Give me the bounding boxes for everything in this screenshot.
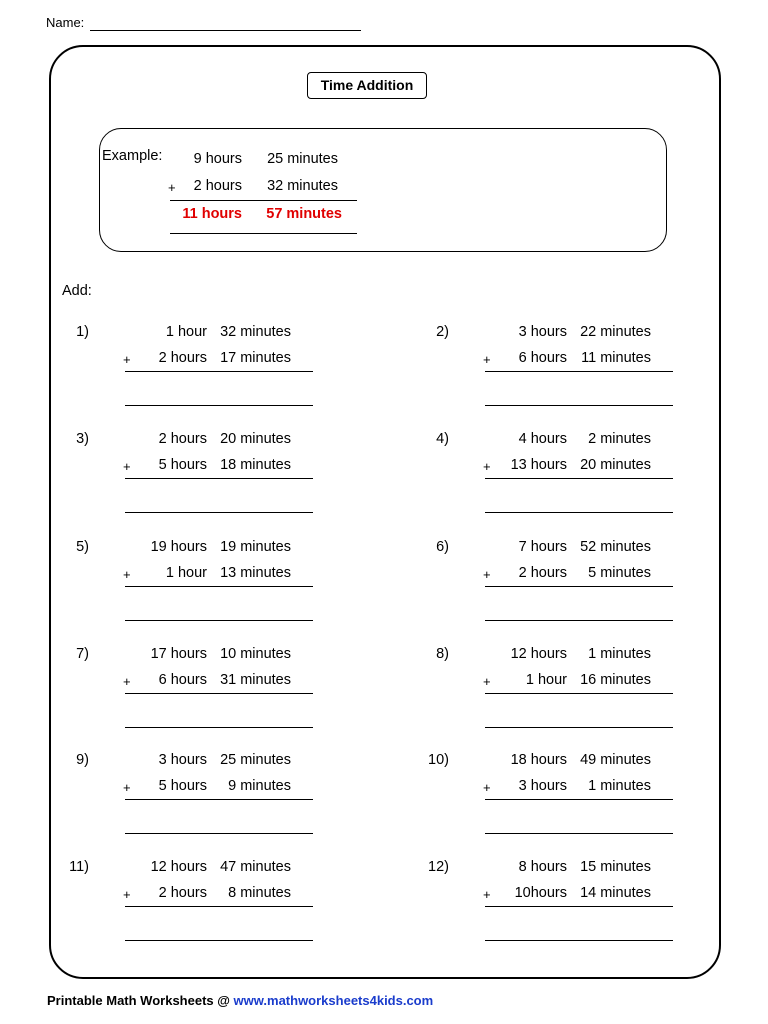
problem-number: 4) xyxy=(436,431,449,447)
problem-number: 6) xyxy=(436,539,449,555)
addend1-hours: 19 hours xyxy=(150,539,207,555)
addend2-minutes: 18 minutes xyxy=(220,457,291,473)
plus-sign: + xyxy=(123,459,131,474)
answer-line[interactable] xyxy=(485,940,673,941)
addend2-hours: 2 hours xyxy=(518,565,567,581)
example-answer-minutes: 57 minutes xyxy=(266,206,342,222)
addend2-hours: 6 hours xyxy=(518,350,567,366)
addend2-minutes: 14 minutes xyxy=(580,885,651,901)
problem-number: 12) xyxy=(428,859,449,875)
problem-7 xyxy=(49,646,389,746)
example-answer-hours: 11 hours xyxy=(182,206,242,222)
addend1-hours: 3 hours xyxy=(158,752,207,768)
addend1-hours: 3 hours xyxy=(518,324,567,340)
answer-line[interactable] xyxy=(485,405,673,406)
sum-line xyxy=(125,371,313,372)
addend1-minutes: 19 minutes xyxy=(220,539,291,555)
problem-number: 5) xyxy=(76,539,89,555)
example-row1-minutes: 25 minutes xyxy=(267,151,338,167)
addend2-hours: 1 hour xyxy=(165,565,207,581)
addend1-minutes: 32 minutes xyxy=(220,324,291,340)
addend1-minutes: 52 minutes xyxy=(580,539,651,555)
answer-line[interactable] xyxy=(125,512,313,513)
answer-line[interactable] xyxy=(125,405,313,406)
sum-line xyxy=(125,799,313,800)
addend1-minutes: 10 minutes xyxy=(220,646,291,662)
answer-line[interactable] xyxy=(125,620,313,621)
plus-sign: + xyxy=(123,674,131,689)
plus-sign: + xyxy=(123,887,131,902)
addend1-hours: 12 hours xyxy=(510,646,567,662)
sum-line xyxy=(485,906,673,907)
addend1-hours: 2 hours xyxy=(158,431,207,447)
answer-line[interactable] xyxy=(125,940,313,941)
footer-prefix: Printable Math Worksheets @ xyxy=(47,993,234,1008)
footer xyxy=(47,993,433,1008)
plus-sign: + xyxy=(483,887,491,902)
addend2-hours: 13 hours xyxy=(510,457,567,473)
problem-9 xyxy=(49,752,389,852)
problem-number: 2) xyxy=(436,324,449,340)
sum-line xyxy=(125,478,313,479)
addend1-hours: 17 hours xyxy=(150,646,207,662)
problem-number: 7) xyxy=(76,646,89,662)
answer-line[interactable] xyxy=(485,620,673,621)
example-sum-line xyxy=(170,200,357,201)
addend1-minutes: 1 minutes xyxy=(588,646,651,662)
addend1-minutes: 47 minutes xyxy=(220,859,291,875)
addend2-minutes: 31 minutes xyxy=(220,672,291,688)
add-label: Add: xyxy=(62,283,92,299)
sum-line xyxy=(125,906,313,907)
answer-line[interactable] xyxy=(125,727,313,728)
problem-8 xyxy=(409,646,749,746)
problem-5 xyxy=(49,539,389,639)
addend2-hours: 5 hours xyxy=(158,778,207,794)
sum-line xyxy=(485,693,673,694)
addend1-hours: 18 hours xyxy=(510,752,567,768)
addend2-minutes: 8 minutes xyxy=(228,885,291,901)
example-row2-hours: 2 hours xyxy=(193,178,242,194)
problem-6 xyxy=(409,539,749,639)
plus-sign: + xyxy=(483,674,491,689)
addend1-minutes: 25 minutes xyxy=(220,752,291,768)
addend2-minutes: 1 minutes xyxy=(588,778,651,794)
plus-sign: + xyxy=(123,567,131,582)
sum-line xyxy=(485,478,673,479)
addend2-hours: 6 hours xyxy=(158,672,207,688)
problem-10 xyxy=(409,752,749,852)
addend2-minutes: 9 minutes xyxy=(228,778,291,794)
sum-line xyxy=(125,693,313,694)
addend1-minutes: 2 minutes xyxy=(588,431,651,447)
answer-line[interactable] xyxy=(125,833,313,834)
addend2-hours: 3 hours xyxy=(518,778,567,794)
plus-sign: + xyxy=(483,567,491,582)
problem-2 xyxy=(409,324,749,424)
answer-line[interactable] xyxy=(485,512,673,513)
answer-line[interactable] xyxy=(485,727,673,728)
addend2-minutes: 17 minutes xyxy=(220,350,291,366)
problem-4 xyxy=(409,431,749,531)
addend2-hours: 2 hours xyxy=(158,350,207,366)
problem-11 xyxy=(49,859,389,959)
addend2-minutes: 13 minutes xyxy=(220,565,291,581)
problem-number: 3) xyxy=(76,431,89,447)
problem-number: 1) xyxy=(76,324,89,340)
example-label: Example: xyxy=(102,148,163,164)
addend1-minutes: 49 minutes xyxy=(580,752,651,768)
plus-sign: + xyxy=(123,352,131,367)
worksheet-title: Time Addition xyxy=(307,72,427,99)
addend1-minutes: 22 minutes xyxy=(580,324,651,340)
addend1-hours: 8 hours xyxy=(518,859,567,875)
example-row2-minutes: 32 minutes xyxy=(267,178,338,194)
problem-number: 11) xyxy=(69,859,89,875)
problem-1 xyxy=(49,324,389,424)
problem-number: 8) xyxy=(436,646,449,662)
answer-line[interactable] xyxy=(485,833,673,834)
addend1-hours: 7 hours xyxy=(518,539,567,555)
example-answer-line xyxy=(170,233,357,234)
example-row1-hours: 9 hours xyxy=(193,151,242,167)
addend1-hours: 4 hours xyxy=(518,431,567,447)
addend1-hours: 1 hour xyxy=(165,324,207,340)
footer-link[interactable]: www.mathworksheets4kids.com xyxy=(233,993,434,1008)
name-line xyxy=(90,30,361,31)
addend2-minutes: 20 minutes xyxy=(580,457,651,473)
plus-sign: + xyxy=(483,459,491,474)
example-plus-sign: + xyxy=(168,180,176,195)
addend2-hours: 5 hours xyxy=(158,457,207,473)
addend2-minutes: 5 minutes xyxy=(588,565,651,581)
sum-line xyxy=(125,586,313,587)
sum-line xyxy=(485,799,673,800)
addend2-hours: 2 hours xyxy=(158,885,207,901)
addend1-minutes: 20 minutes xyxy=(220,431,291,447)
problem-3 xyxy=(49,431,389,531)
plus-sign: + xyxy=(483,352,491,367)
addend2-hours: 1 hour xyxy=(525,672,567,688)
sum-line xyxy=(485,371,673,372)
problem-number: 9) xyxy=(76,752,89,768)
addend1-hours: 12 hours xyxy=(150,859,207,875)
plus-sign: + xyxy=(123,780,131,795)
problem-number: 10) xyxy=(428,752,449,768)
problem-12 xyxy=(409,859,749,959)
addend2-minutes: 11 minutes xyxy=(581,350,651,366)
addend2-minutes: 16 minutes xyxy=(580,672,651,688)
sum-line xyxy=(485,586,673,587)
addend2-hours: 10hours xyxy=(514,885,567,901)
plus-sign: + xyxy=(483,780,491,795)
name-label: Name: xyxy=(46,15,85,30)
addend1-minutes: 15 minutes xyxy=(580,859,651,875)
